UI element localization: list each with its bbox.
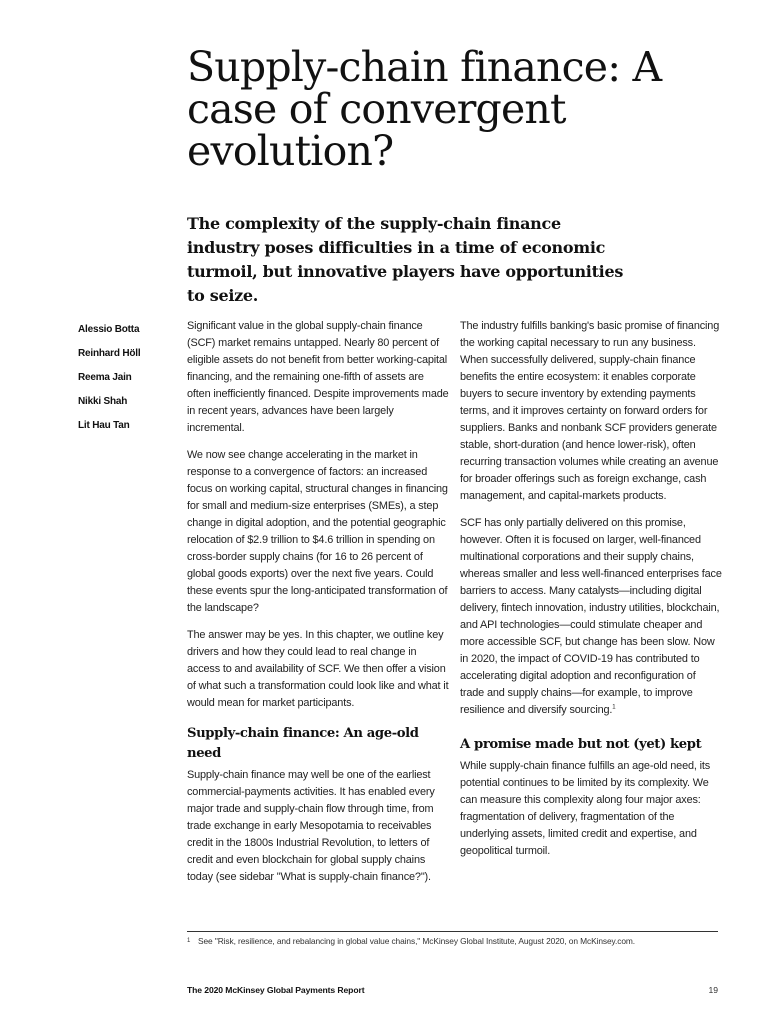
body-paragraph: The answer may be yes. In this chapter, we outline key drivers and how they could lead to real change in access to and availability of SCF. We then offer a vision of what such a transformation could look like and what it would mean for market participants. bbox=[187, 629, 449, 709]
footnote-divider bbox=[187, 931, 718, 932]
body-paragraph: We now see change accelerating in the market in response to a convergence of factors: an increased focus on working capital, structural changes in financing for small and medium-size enterprises (SMEs), a step change in digital adoption, and the potential geographic relocation of $2.9 trillion to $4.6 trillion in spending on cross-border supply chains (for 16 to 26 percent of global goods exports) over the next five years. Could these events spur the long-anticipated transformation of the landscape? bbox=[187, 449, 448, 614]
body-paragraph: Supply-chain finance may well be one of the earliest commercial-payments activities. It has enabled every major trade and supply-chain flow through time, from trade exchange in early Mesopotamia to receivables credit in the 1800s Industrial Revolution, to letters of credit and even blockchain for global supply chains today (see sidebar "What is supply-chain finance?"). bbox=[187, 769, 435, 883]
left-column bbox=[187, 318, 449, 896]
author-name: Lit Hau Tan bbox=[78, 420, 130, 431]
author-name: Reema Jain bbox=[78, 372, 132, 383]
footnote-number: 1 bbox=[187, 938, 191, 944]
footnote bbox=[187, 935, 727, 947]
paragraph-text: SCF has only partially delivered on this promise, however. Often it is focused on larger, well-financed multinational corporations and their supply chains, whereas smaller and less well-financed enterprises face barriers to access. Many catalysts—including digital delivery, fintech innovation, industry utilities, blockchain, and API technologies—could stimulate cheaper and more accessible SCF, but change has been slow. Now in 2020, the impact of COVID-19 has contributed to accelerating digital adoption and reconfiguration of trade and supply chains—for example, to improve resilience and diversify sourcing. bbox=[460, 517, 722, 716]
body-paragraph: While supply-chain finance fulfills an age-old need, its potential continues to be limited by its complexity. We can measure this complexity along four major axes: fragmentation of delivery, fragmentation of the underlying assets, limited credit and expertise, and geopolitical turmoil. bbox=[460, 760, 711, 857]
author-list bbox=[78, 318, 178, 438]
body-paragraph bbox=[460, 515, 722, 719]
footnote-reference[interactable]: 1 bbox=[612, 704, 616, 711]
body-paragraph: Significant value in the global supply-chain finance (SCF) market remains untapped. Nearly 80 percent of eligible assets do not benefit from better working-capital financing, and the remaining one-fifth of assets are often inefficiently financed. Despite improvements made in recent years, advances have been largely incremental. bbox=[187, 320, 449, 434]
author-name: Nikki Shah bbox=[78, 396, 128, 407]
page-title: Supply-chain finance: A case of convergent evolution? bbox=[187, 43, 662, 175]
body-paragraph: The industry fulfills banking's basic promise of financing the working capital necessary to run any business. When successfully delivered, supply-chain finance benefits the entire ecosystem: it enables corporate buyers to secure inventory by extending payments terms, and it improves certainty on forward orders for suppliers. Banks and nonbank SCF providers generate stable, short-duration (and hence lower-risk), often recurring transaction volumes while creating an avenue for broader offerings such as foreign exchange, cash management, and capital-markets products. bbox=[460, 320, 720, 502]
author-name: Reinhard Höll bbox=[78, 348, 141, 359]
section-heading: Supply-chain finance: An age-old need bbox=[187, 726, 419, 761]
page-number: 19 bbox=[708, 985, 718, 995]
footer-report-title: The 2020 McKinsey Global Payments Report bbox=[187, 985, 365, 995]
author-name: Alessio Botta bbox=[78, 324, 140, 335]
page-subtitle: The complexity of the supply-chain finance industry poses difficulties in a time of economic turmoil, but innovative players have opportunities to seize. bbox=[187, 214, 624, 305]
right-column bbox=[460, 318, 722, 870]
footnote-text: See "Risk, resilience, and rebalancing in global value chains," McKinsey Global Institute, August 2020, on McKinsey.com. bbox=[198, 936, 635, 946]
section-heading: A promise made but not (yet) kept bbox=[460, 737, 702, 752]
